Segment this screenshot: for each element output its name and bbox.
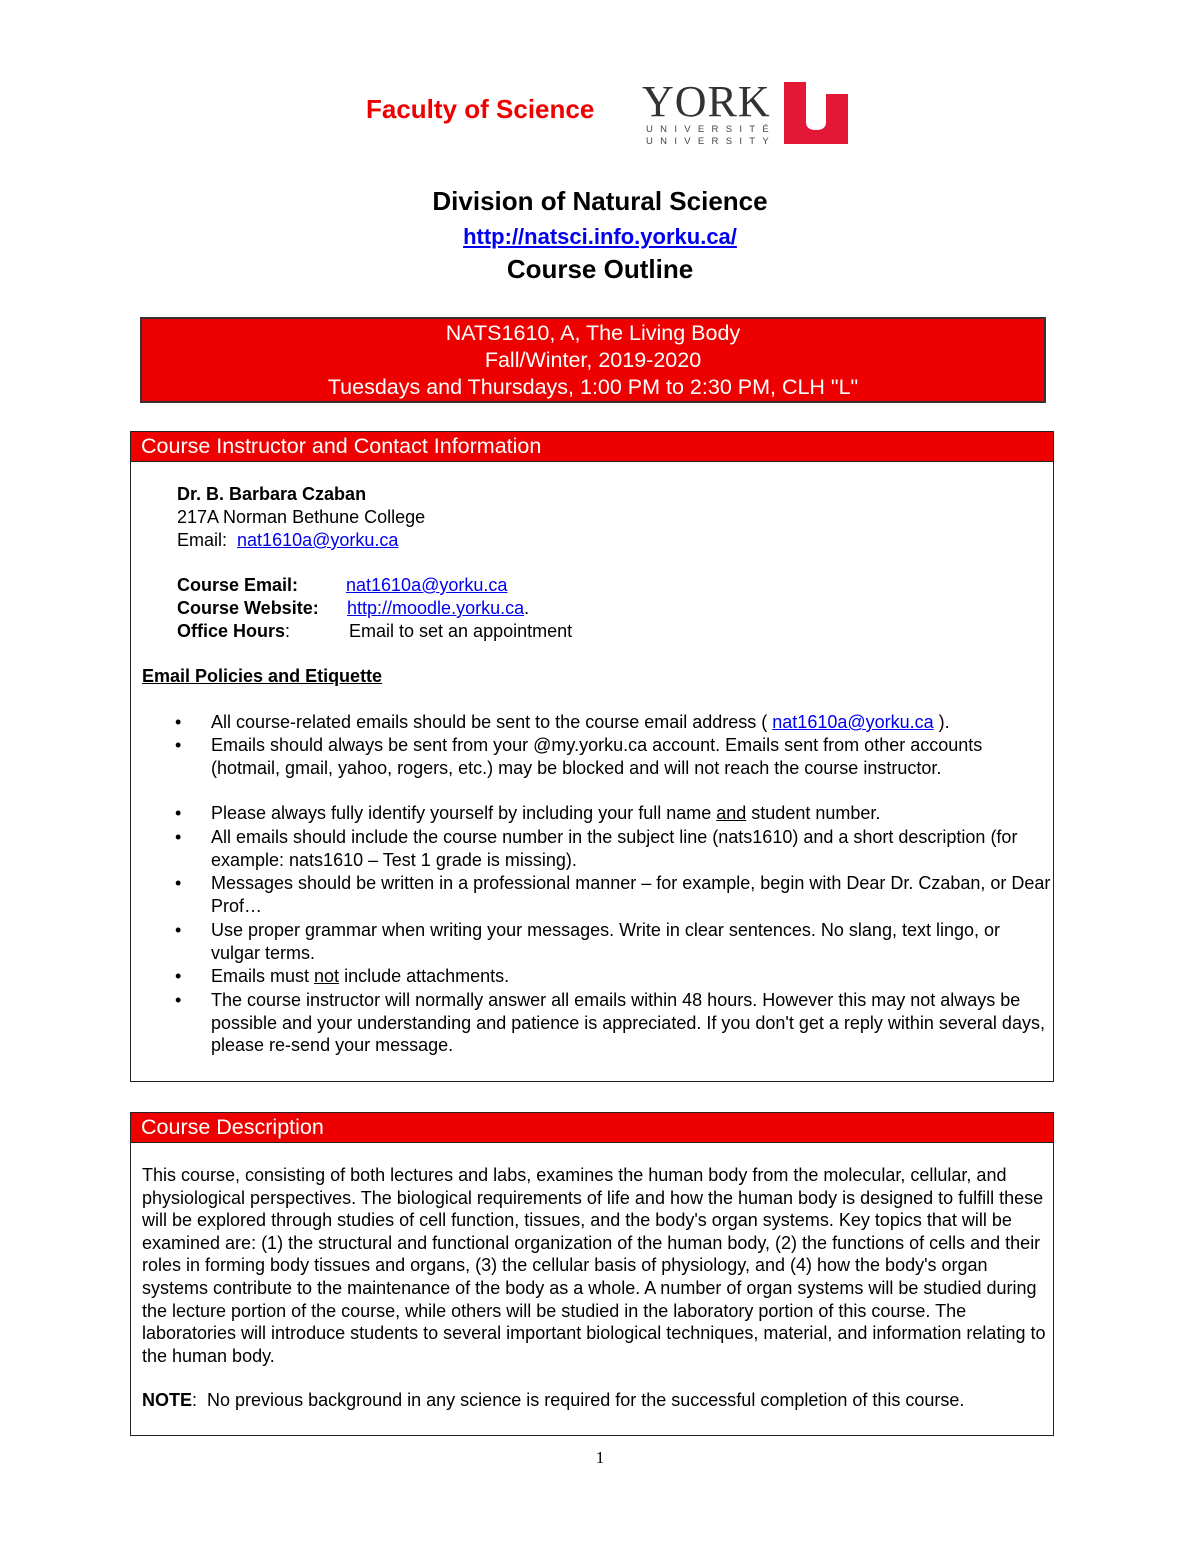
course-email-link[interactable]: nat1610a@yorku.ca [346,575,508,595]
office-hours-value: Email to set an appointment [349,621,573,641]
course-email-label: Course Email: [177,575,299,595]
course-banner [140,317,1046,403]
instructor-name: Dr. B. Barbara Czaban [177,484,367,504]
course-website-suffix: . [524,598,530,618]
york-u-icon [784,82,848,144]
course-website-value [347,598,529,619]
logo-line-university: UNIVERSITY [646,136,777,147]
office-hours-label: Office Hours [177,621,286,641]
banner-course-name: NATS1610, A, The Living Body [445,321,741,345]
policy-emphasis: and [716,803,747,823]
bullet-icon: • [175,712,182,732]
instructor-section-heading: Course Instructor and Contact Information [131,432,1053,462]
policy-text: include attachments. [339,966,510,986]
note-colon: : [192,1390,198,1410]
faculty-title: Faculty of Science [366,94,595,124]
instructor-office: 217A Norman Bethune College [177,507,426,527]
course-website-link[interactable]: http://moodle.yorku.ca [347,598,525,618]
policy-text: The course instructor will normally answer all emails within 48 hours. However this may not always be possible and your understanding and patience is appreciated. If you don't get a reply within several days, please re-send your message. [211,990,1045,1056]
bullet-icon: • [175,990,182,1010]
policy-text: All course-related emails should be sent to the course email address ( [211,712,773,732]
policy-text: All emails should include the course number in the subject line (nats1610) and a short description (for example: nats1610 – Test 1 grade is missing). [211,827,1018,870]
office-hours-label-row [177,621,290,642]
division-url-line [0,224,1200,250]
bullet-icon: • [175,735,182,755]
policy-email-link[interactable]: nat1610a@yorku.ca [772,712,934,732]
policy-text: Use proper grammar when writing your messages. Write in clear sentences. No slang, text lingo, or vulgar terms. [211,920,1001,963]
description-section-heading: Course Description [131,1113,1053,1143]
bullet-icon: • [175,966,182,986]
policy-text: student number. [746,803,881,823]
policy-text: Emails must [211,966,315,986]
bullet-icon: • [175,920,182,940]
banner-schedule: Tuesdays and Thursdays, 1:00 PM to 2:30 PM, CLH "L" [327,375,859,399]
bullet-icon: • [175,803,182,823]
banner-term: Fall/Winter, 2019-2020 [484,348,702,372]
course-description-text: This course, consisting of both lectures and labs, examines the human body from the molecular, cellular, and physiological perspectives. The biological requirements of life and how the human body is designed to fulfill these will be explored through studies of cell function, tissues, and the body's organ systems. Key topics that will be examined are: (1) the structural and functional organization of the human body, (2) the functions of cells and their roles in forming body tissues and organs, (3) the cellular basis of physiology, and (4) how the body's organ systems contribute to the maintenance of the body as a whole. A number of organ systems will be studied during the lecture portion of the course, while others will be studied in the laboratory portion of this course. The laboratories will introduce students to several important biological techniques, material, and information relating to the human body. [142,1165,1046,1366]
logo-wordmark: YORK [642,77,771,126]
page-title: Course Outline [506,254,694,284]
page-number: 1 [595,1448,605,1467]
policy-emphasis: not [314,966,340,986]
instructor-email-link[interactable]: nat1610a@yorku.ca [237,530,399,550]
email-policies-heading: Email Policies and Etiquette [142,666,383,686]
policy-text: Emails should always be sent from your @my.yorku.ca account. Emails sent from other accounts (hotmail, gmail, yahoo, rogers, etc.) may be blocked and will not reach the course instructor. [211,735,983,778]
course-website-label: Course Website: [177,598,319,618]
logo-line-universite: UNIVERSITÉ [646,124,777,135]
instructor-email-row [177,530,398,551]
instructor-email-label: Email: [177,530,228,550]
description-section [130,1112,1054,1436]
office-hours-colon: : [285,621,291,641]
course-note [142,1389,1052,1412]
bullet-icon: • [175,873,182,893]
policy-text: Please always fully identify yourself by including your full name [211,803,717,823]
division-heading: Division of Natural Science [432,186,768,216]
policy-text: Messages should be written in a professional manner – for example, begin with Dear Dr. Czaban, or Dear Prof… [211,873,1051,916]
instructor-section [130,431,1054,1082]
note-label: NOTE [142,1390,193,1410]
bullet-icon: • [175,827,182,847]
note-text: No previous background in any science is required for the successful completion of this course. [197,1390,965,1410]
york-university-logo [640,78,850,146]
course-email-value [346,575,507,596]
division-url-link[interactable]: http://natsci.info.yorku.ca/ [463,224,737,249]
policy-text: ). [933,712,950,732]
